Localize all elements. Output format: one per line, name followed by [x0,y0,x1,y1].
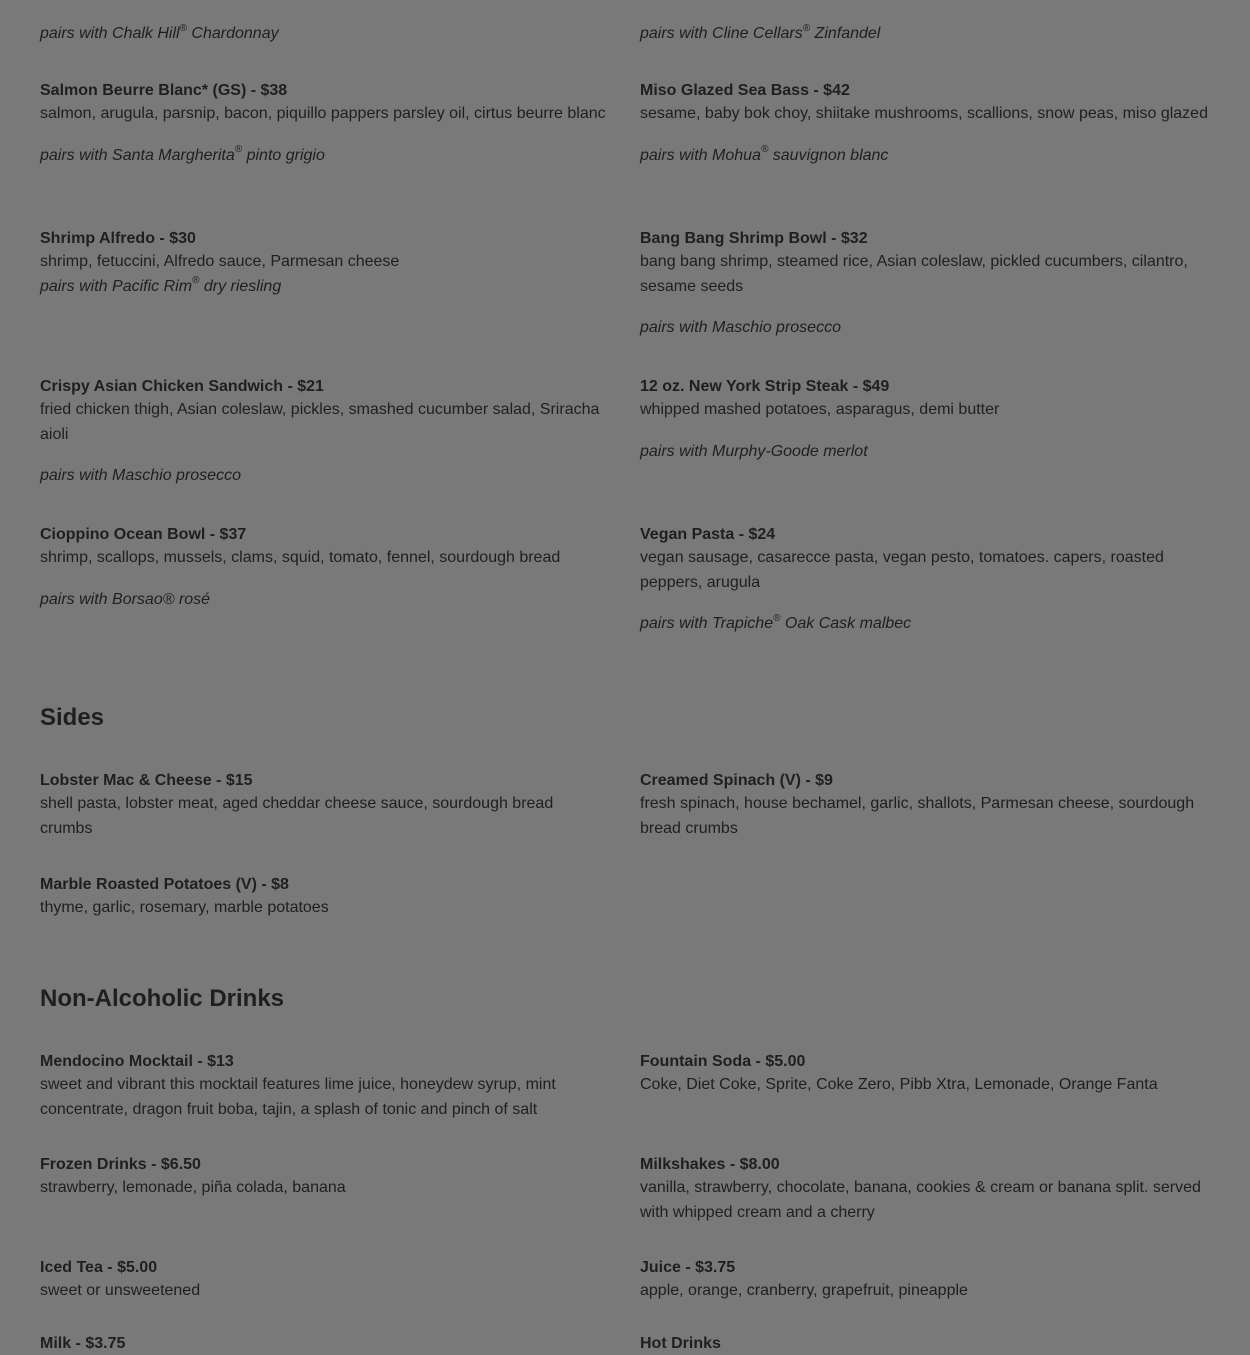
section-title-drinks: Non-Alcoholic Drinks [40,985,285,1012]
menu-item-juice [640,1257,1210,1304]
item-name: Mendocino Mocktail - $13 [40,1053,234,1070]
item-description: apple, orange, cranberry, grapefruit, pineapple [640,1282,968,1299]
item-name: Miso Glazed Sea Bass - $42 [640,82,850,99]
item-description: sesame, baby bok choy, shiitake mushrooms, scallions, snow peas, miso glazed [640,105,1208,122]
menu-item-iced-tea [40,1257,610,1304]
item-name: Shrimp Alfredo - $30 [40,230,196,247]
item-description: sweet and vibrant this mocktail features lime juice, honeydew syrup, mint concentrate, dragon fruit boba, tajin, a splash of tonic and pinch of salt [40,1076,556,1118]
item-name: Juice - $3.75 [640,1259,736,1276]
menu-item-vegan-pasta [640,524,1210,636]
item-description: sweet or unsweetened [40,1282,201,1299]
item-description: Coke, Diet Coke, Sprite, Coke Zero, Pibb Xtra, Lemonade, Orange Fanta [640,1076,1158,1093]
item-description: fried chicken thigh, Asian coleslaw, pickles, smashed cucumber salad, Sriracha aioli [40,401,600,443]
item-name: Salmon Beurre Blanc* (GS) - $38 [40,82,288,99]
item-pairing: pairs with Pacific Rim® dry riesling [40,275,282,295]
item-name: Milk - $3.75 [40,1335,126,1352]
menu-item-marble-potatoes [40,874,610,921]
item-description: whipped mashed potatoes, asparagus, demi butter [640,401,1000,418]
item-pairing: pairs with Maschio prosecco [40,467,241,484]
menu-item-strip-steak [640,376,1210,464]
item-description: salmon, arugula, parsnip, bacon, piquillo pappers parsley oil, cirtus beurre blanc [40,105,606,122]
menu-item-milk [40,1333,610,1355]
item-pairing: pairs with Murphy-Goode merlot [640,442,868,460]
item-name: Bang Bang Shrimp Bowl - $32 [640,230,868,247]
entree-pairing-top-right: pairs with Cline Cellars® Zinfandel [640,22,881,42]
item-description: shrimp, scallops, mussels, clams, squid, tomato, fennel, sourdough bread [40,549,561,566]
item-name: Crispy Asian Chicken Sandwich - $21 [40,378,324,395]
item-description: thyme, garlic, rosemary, marble potatoes [40,899,329,916]
menu-item-frozen-drinks [40,1154,610,1201]
menu-item-creamed-spinach [640,770,1210,841]
menu-item-salmon [40,80,610,168]
item-name: Marble Roasted Potatoes (V) - $8 [40,876,289,893]
item-name: Fountain Soda - $5.00 [640,1053,806,1070]
menu-item-chicken-sandwich [40,376,610,488]
item-name: Hot Drinks [640,1335,721,1352]
item-name: Iced Tea - $5.00 [40,1259,158,1276]
item-name: Creamed Spinach (V) - $9 [640,772,833,789]
menu-item-hot-drinks [640,1333,1210,1355]
item-name: Frozen Drinks - $6.50 [40,1156,201,1173]
menu-item-lobster-mac [40,770,610,841]
item-pairing: pairs with Borsao® rosé [40,590,211,608]
item-description: shrimp, fetuccini, Alfredo sauce, Parmesan cheese [40,253,400,270]
item-description: shell pasta, lobster meat, aged cheddar cheese sauce, sourdough bread crumbs [40,795,554,837]
item-pairing: pairs with Mohua® sauvignon blanc [640,144,889,164]
menu-item-fountain-soda [640,1051,1210,1098]
item-pairing: pairs with Trapiche® Oak Cask malbec [640,612,912,632]
menu-item-shrimp-alfredo [40,228,610,299]
entree-pairing-top-left: pairs with Chalk Hill® Chardonnay [40,22,279,42]
item-description: vegan sausage, casarecce pasta, vegan pesto, tomatoes. capers, roasted peppers, arugula [640,549,1164,591]
menu-item-bang-bang-shrimp [640,228,1210,340]
item-description: vanilla, strawberry, chocolate, banana, cookies & cream or banana split. served with whipped cream and a cherry [640,1179,1201,1221]
item-description: bang bang shrimp, steamed rice, Asian coleslaw, pickled cucumbers, cilantro, sesame seeds [640,253,1188,295]
item-name: Cioppino Ocean Bowl - $37 [40,526,247,543]
menu-item-milkshakes [640,1154,1210,1225]
item-name: Lobster Mac & Cheese - $15 [40,772,253,789]
item-name: Milkshakes - $8.00 [640,1156,780,1173]
menu-item-mocktail [40,1051,610,1122]
item-pairing: pairs with Maschio prosecco [640,319,841,336]
section-title-sides: Sides [40,704,105,731]
item-name: 12 oz. New York Strip Steak - $49 [640,378,890,395]
item-description: strawberry, lemonade, piña colada, banana [40,1179,346,1196]
menu-item-cioppino [40,524,610,612]
item-name: Vegan Pasta - $24 [640,526,776,543]
item-pairing: pairs with Santa Margherita® pinto grigio [40,144,325,164]
menu-item-sea-bass [640,80,1210,168]
item-description: fresh spinach, house bechamel, garlic, shallots, Parmesan cheese, sourdough bread crumbs [640,795,1195,837]
